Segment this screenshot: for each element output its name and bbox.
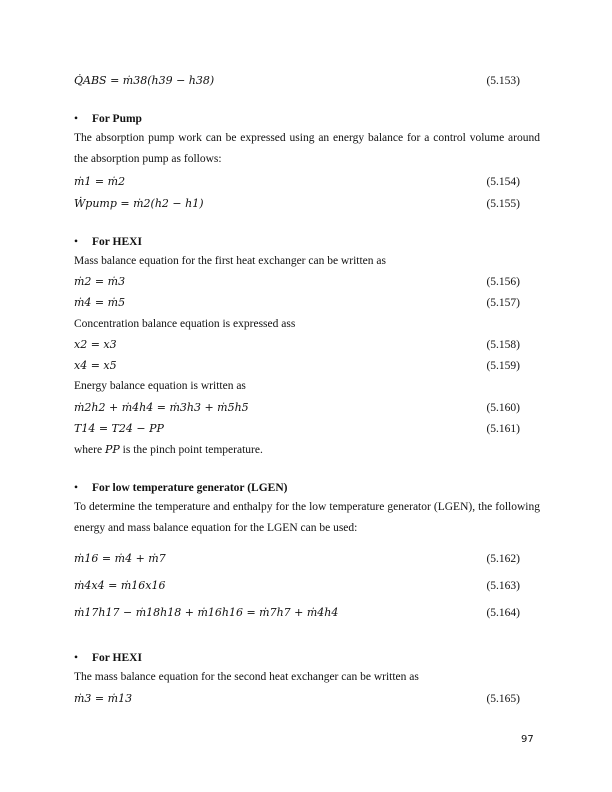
equation-number: (5.162) bbox=[486, 553, 520, 565]
equation-number: (5.161) bbox=[486, 423, 520, 435]
equation-formula: ṁ4 = ṁ5 bbox=[74, 296, 126, 309]
equation-5-160 bbox=[74, 399, 520, 417]
paragraph-second-heat-exchanger: The mass balance equation for the second heat exchanger can be written as bbox=[74, 671, 419, 683]
text-pinch-point: is the pinch point temperature. bbox=[122, 444, 263, 456]
equation-formula: x4 = x5 bbox=[74, 359, 117, 372]
equation-5-159 bbox=[74, 357, 520, 375]
equation-5-155 bbox=[74, 195, 520, 213]
equation-number: (5.154) bbox=[486, 176, 520, 188]
equation-5-161 bbox=[74, 420, 520, 438]
heading-text: For HEXI bbox=[92, 236, 142, 248]
equation-5-162 bbox=[74, 550, 520, 568]
equation-formula: Ẇpump = ṁ2(h2 − h1) bbox=[74, 197, 204, 210]
equation-5-158 bbox=[74, 336, 520, 354]
equation-formula: Q̇ABS = ṁ38(h39 − h38) bbox=[74, 74, 215, 87]
equation-5-165 bbox=[74, 690, 520, 708]
section-heading-lgen bbox=[74, 479, 287, 497]
equation-number: (5.153) bbox=[486, 75, 520, 87]
heading-text: For HEXI bbox=[92, 652, 142, 664]
section-heading-hexi-1 bbox=[74, 233, 142, 251]
section-heading-hexi-2 bbox=[74, 649, 142, 667]
equation-5-157 bbox=[74, 294, 520, 312]
equation-formula: ṁ4x4 = ṁ16x16 bbox=[74, 579, 166, 592]
equation-5-156 bbox=[74, 273, 520, 291]
equation-formula: ṁ2h2 + ṁ4h4 = ṁ3h3 + ṁ5h5 bbox=[74, 401, 249, 414]
equation-5-154 bbox=[74, 173, 520, 191]
bullet-icon: • bbox=[74, 113, 79, 125]
section-heading-pump bbox=[74, 110, 142, 128]
equation-number: (5.164) bbox=[486, 607, 520, 619]
equation-formula: x2 = x3 bbox=[74, 338, 117, 351]
equation-number: (5.165) bbox=[486, 693, 520, 705]
paragraph-energy-balance: Energy balance equation is written as bbox=[74, 380, 246, 392]
heading-text: For Pump bbox=[92, 113, 142, 125]
equation-formula: ṁ1 = ṁ2 bbox=[74, 175, 126, 188]
variable-pp: PP bbox=[104, 443, 120, 456]
equation-formula: ṁ16 = ṁ4 + ṁ7 bbox=[74, 552, 166, 565]
paragraph-lgen: To determine the temperature and enthalpy for the low temperature generator (LGEN), the following energy and mass balance equation for the LGEN can be used: bbox=[74, 501, 540, 534]
equation-number: (5.163) bbox=[486, 580, 520, 592]
equation-number: (5.157) bbox=[486, 297, 520, 309]
equation-5-164 bbox=[74, 604, 520, 622]
equation-number: (5.158) bbox=[486, 339, 520, 351]
equation-number: (5.160) bbox=[486, 402, 520, 414]
bullet-icon: • bbox=[74, 482, 79, 494]
equation-number: (5.159) bbox=[486, 360, 520, 372]
equation-number: (5.156) bbox=[486, 276, 520, 288]
text-where: where bbox=[74, 444, 103, 456]
equation-number: (5.155) bbox=[486, 198, 520, 210]
bullet-icon: • bbox=[74, 236, 79, 248]
equation-formula: T14 = T24 − PP bbox=[74, 422, 164, 435]
paragraph-pinch-point bbox=[74, 441, 520, 459]
paragraph-concentration-balance: Concentration balance equation is expressed ass bbox=[74, 318, 296, 330]
equation-5-163 bbox=[74, 577, 520, 595]
page-number: 97 bbox=[521, 734, 534, 745]
bullet-icon: • bbox=[74, 652, 79, 664]
equation-5-153 bbox=[74, 72, 520, 90]
paragraph-mass-balance: Mass balance equation for the first heat exchanger can be written as bbox=[74, 255, 386, 267]
paragraph-pump: The absorption pump work can be expressed using an energy balance for a control volume around the absorption pump as follows: bbox=[74, 132, 540, 165]
equation-formula: ṁ2 = ṁ3 bbox=[74, 275, 126, 288]
equation-formula: ṁ3 = ṁ13 bbox=[74, 692, 133, 705]
equation-formula: ṁ17h17 − ṁ18h18 + ṁ16h16 = ṁ7h7 + ṁ4h4 bbox=[74, 606, 339, 619]
heading-text: For low temperature generator (LGEN) bbox=[92, 482, 288, 494]
